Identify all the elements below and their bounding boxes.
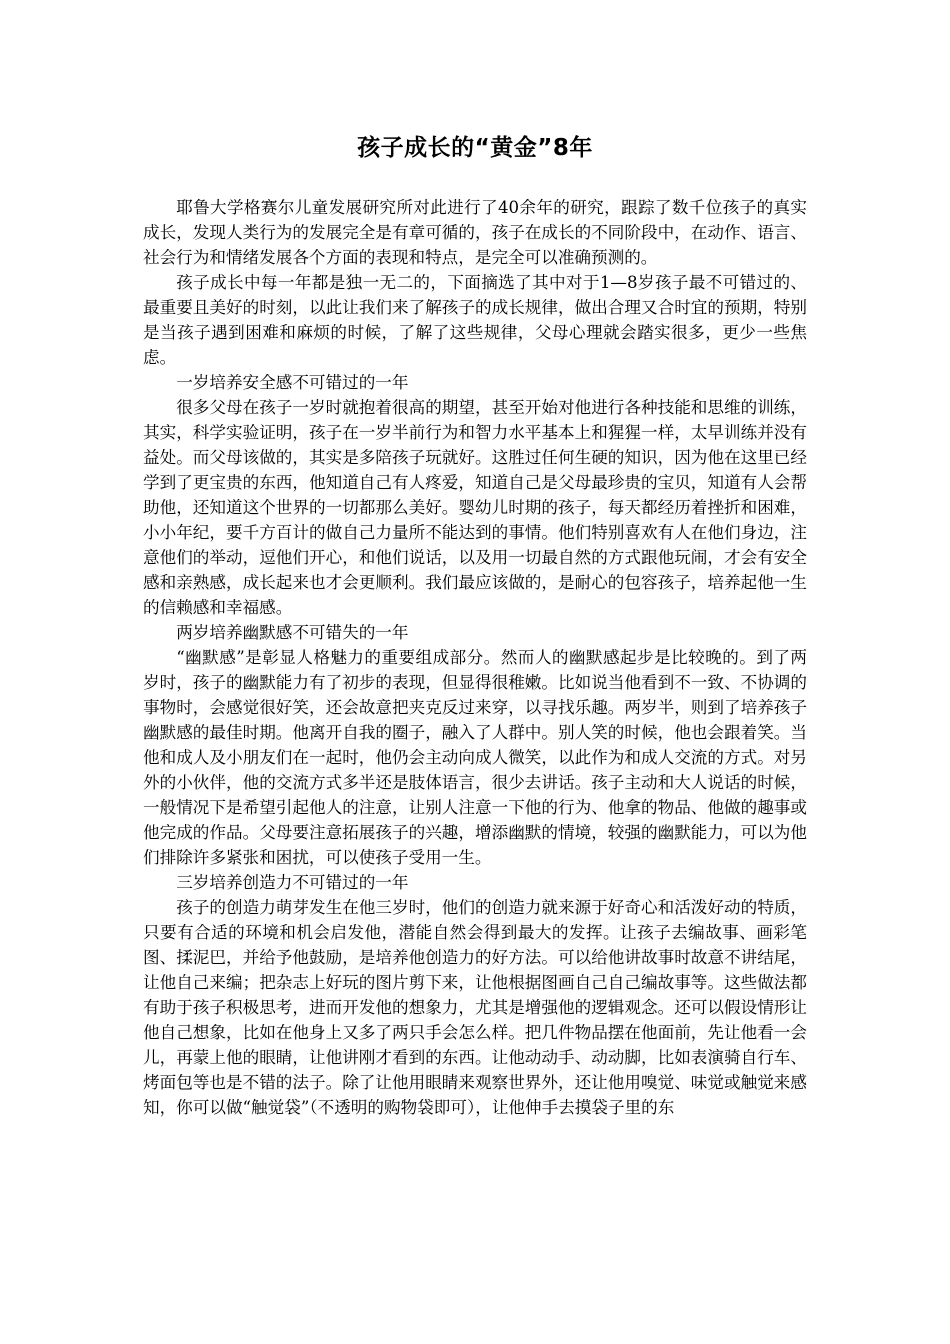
age-three-paragraph: 孩子的创造力萌芽发生在他三岁时，他们的创造力就来源于好奇心和活泼好动的特质，只要有合适的环境和机会启发他，潜能自然会得到最大的发挥。让孩子去编故事、画彩笔图、揉泥巴，并给予他鼓励，是培养他创造力的好方法。可以给他讲故事时故意不讲结尾，让他自己来编；把杂志上好玩的图片剪下来，让他根据图画自己自己编故事等。这些做法都有助于孩子积极思考，进而开发他的想象力，尤其是增强他的逻辑观念。还可以假设情形让他自己想象，比如在他身上又多了两只手会怎么样。把几件物品摆在他面前，先让他看一会儿，再蒙上他的眼睛，让他讲刚才看到的东西。让他动动手、动动脚，比如表演骑自行车、烤面包等也是不错的法子。除了让他用眼睛来观察世界外，还让他用嗅觉、味觉或触觉来感知，你可以做“触觉袋”（不透明的购物袋即可），让他伸手去摸袋子里的东 [143, 898, 807, 1117]
document-page [143, 128, 807, 1120]
section-heading-age-one: 一岁培养安全感不可错过的一年 [176, 373, 409, 392]
age-one-paragraph: 很多父母在孩子一岁时就抱着很高的期望，甚至开始对他进行各种技能和思维的训练，其实，科学实验证明，孩子在一岁半前行为和智力水平基本上和猩猩一样，太早训练并没有益处。而父母该做的，其实是多陪孩子玩就好。这胜过任何生硬的知识，因为他在这里已经学到了更宝贵的东西，他知道自己有人疼爱，知道自己是父母最珍贵的宝贝，知道有人会帮助他，还知道这个世界的一切都那么美好。婴幼儿时期的孩子，每天都经历着挫折和困难，小小年纪，要千方百计的做自己力量所不能达到的事情。他们特别喜欢有人在他们身边，注意他们的举动，逗他们开心，和他们说话，以及用一切最自然的方式跟他玩闹，才会有安全感和亲熟感，成长起来也才会更顺利。我们最应该做的，是耐心的包容孩子，培养起他一生的信赖感和幸福感。 [143, 398, 807, 617]
section-heading-age-two: 两岁培养幽默感不可错失的一年 [176, 623, 409, 642]
overview-paragraph: 孩子成长中每一年都是独一无二的，下面摘选了其中对于1—8岁孩子最不可错过的、最重要且美好的时刻，以此让我们来了解孩子的成长规律，做出合理又合时宜的预期，特别是当孩子遇到困难和麻烦的时候，了解了这些规律，父母心理就会踏实很多，更少一些焦虑。 [143, 273, 807, 367]
section-heading-age-three: 三岁培养创造力不可错过的一年 [176, 873, 409, 892]
document-title: 孩子成长的“黄金”8年 [357, 135, 593, 161]
intro-paragraph: 耶鲁大学格赛尔儿童发展研究所对此进行了40余年的研究，跟踪了数千位孩子的真实成长，发现人类行为的发展完全是有章可循的，孩子在成长的不同阶段中，在动作、语言、社会行为和情绪发展各个方面的表现和特点，是完全可以准确预测的。 [143, 198, 807, 267]
age-two-paragraph: “幽默感”是彰显人格魅力的重要组成部分。然而人的幽默感起步是比较晚的。到了两岁时，孩子的幽默能力有了初步的表现，但显得很稚嫩。比如说当他看到不一致、不协调的事物时，会感觉很好笑，还会故意把夹克反过来穿，以寻找乐趣。两岁半，则到了培养孩子幽默感的最佳时期。他离开自我的圈子，融入了人群中。别人笑的时候，他也会跟着笑。当他和成人及小朋友们在一起时，他仍会主动向成人微笑，以此作为和成人交流的方式。对另外的小伙伴，他的交流方式多半还是肢体语言，很少去讲话。孩子主动和大人说话的时候，一般情况下是希望引起他人的注意，让别人注意一下他的行为、他拿的物品、他做的趣事或他完成的作品。父母要注意拓展孩子的兴趣，增添幽默的情境，较强的幽默能力，可以为他们排除许多紧张和困扰，可以使孩子受用一生。 [143, 648, 807, 867]
